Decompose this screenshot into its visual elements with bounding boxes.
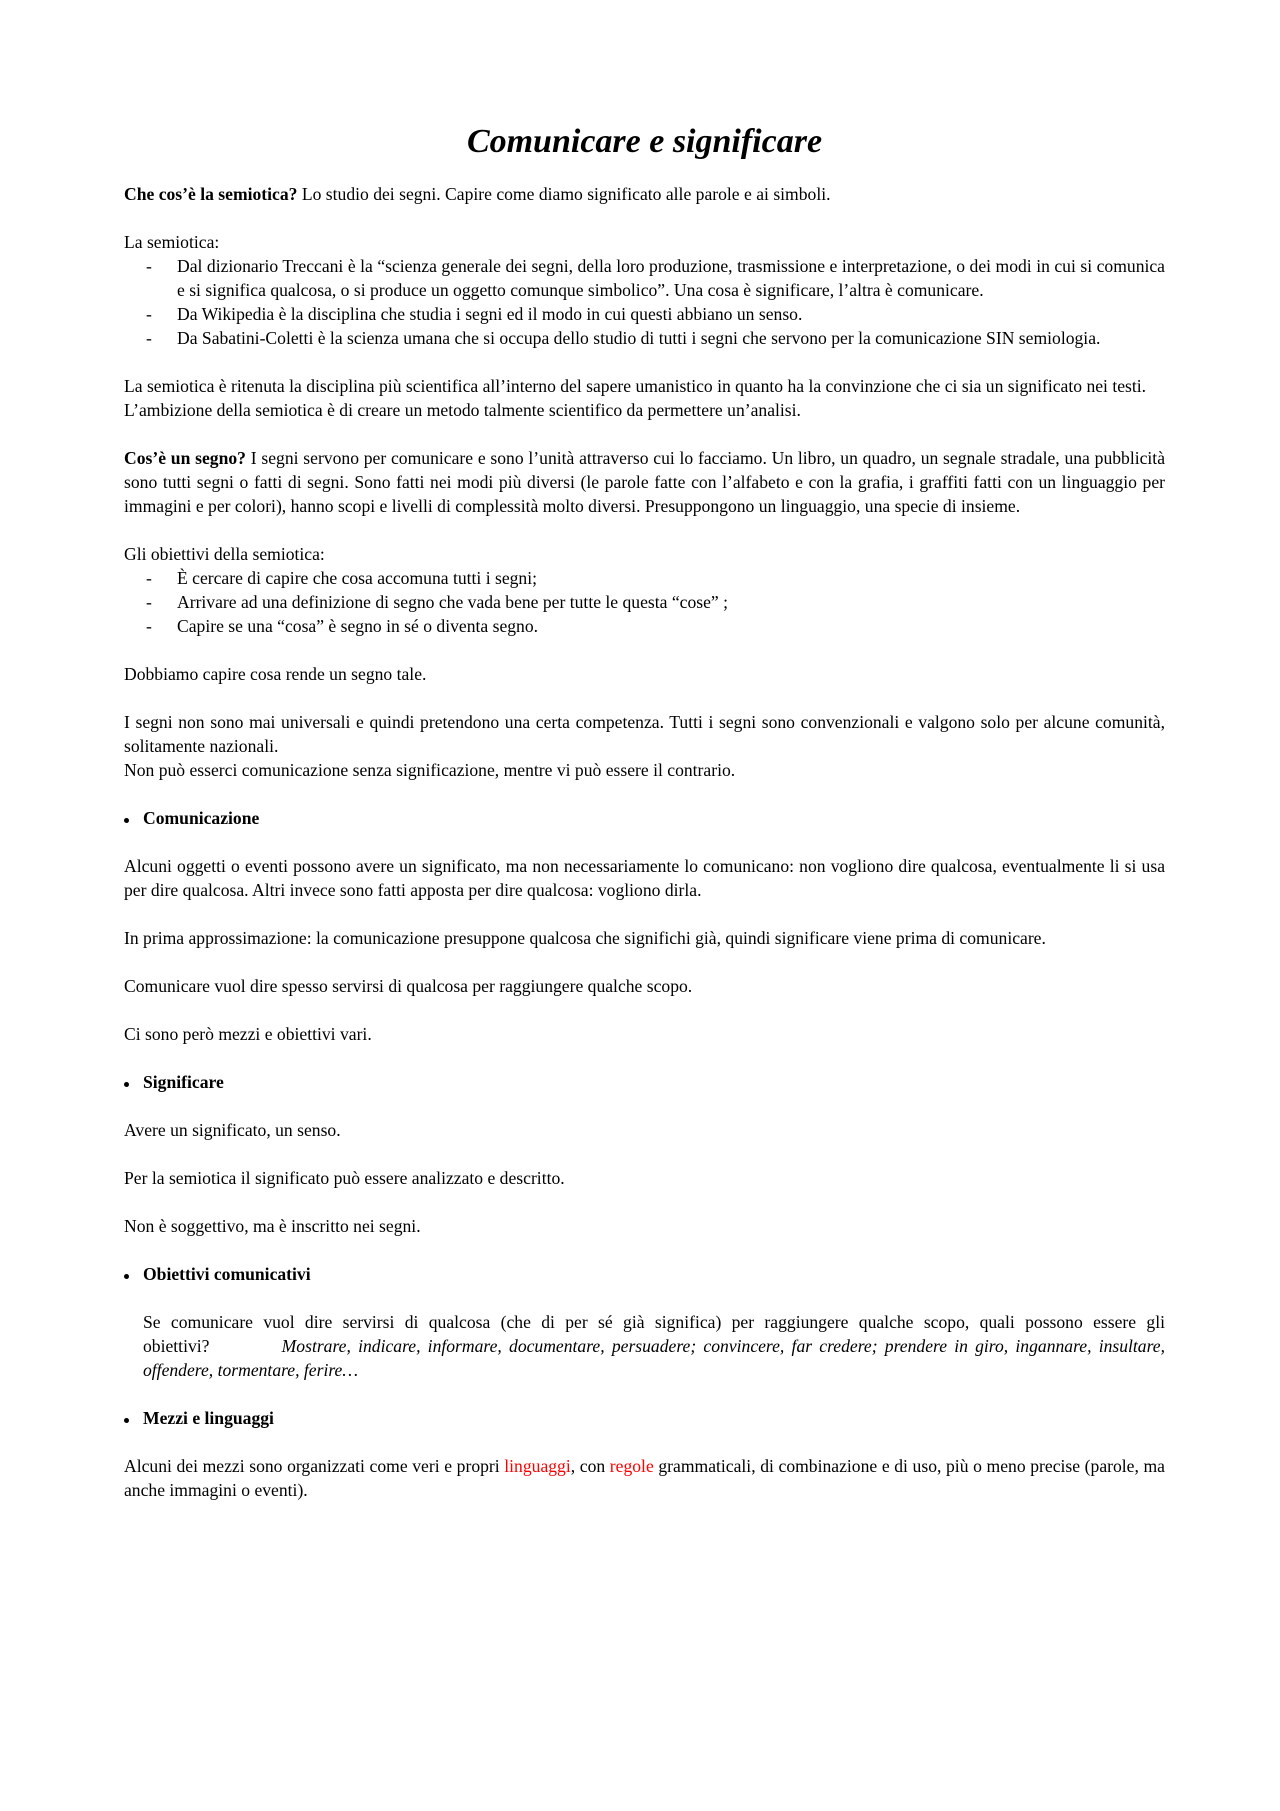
section-heading-obiettivi-comunicativi: Obiettivi comunicativi bbox=[124, 1262, 1165, 1286]
document-title: Comunicare e significare bbox=[466, 123, 823, 160]
segno-answer: I segni servono per comunicare e sono l’unità attraverso cui lo facciamo. Un libro, un quadro, un segnale stradale, una pubblicità sono tutti segni o fatti di segni. Sono fatti nei modi più diversi (le parole fatte con l’alfabeto e con la grafia, i graffiti fatti con un linguaggio per immagini e per colori), hanno scopi e livelli di complessità molto diversi. Presuppongono un linguaggio, una specie di insieme. bbox=[124, 448, 1165, 516]
paragraph-dobbiamo: Dobbiamo capire cosa rende un segno tale. bbox=[124, 664, 427, 684]
list-item: - Da Sabatini-Coletti è la scienza umana che si occupa dello studio di tutti i segni che servono per la comunicazione SIN semiologia. bbox=[146, 328, 1101, 348]
paragraph-ambizione: L’ambizione della semiotica è di creare un metodo talmente scientifico da permettere un’analisi. bbox=[124, 400, 801, 420]
comunicazione-paragraph-3: Comunicare vuol dire spesso servirsi di qualcosa per raggiungere qualche scopo. bbox=[124, 976, 693, 996]
obiettivi-label: Gli obiettivi della semiotica: bbox=[124, 544, 325, 564]
mezzi-paragraph: Alcuni dei mezzi sono organizzati come veri e propri linguaggi, con regole grammaticali, di combinazione e di uso, più o meno precise (parole, ma anche immagini o eventi). bbox=[124, 1456, 1165, 1500]
bullet-icon bbox=[124, 818, 129, 823]
paragraph-non-puo: Non può esserci comunicazione senza significazione, mentre vi può essere il contrario. bbox=[124, 760, 736, 780]
list-item: - Da Wikipedia è la disciplina che studia i segni ed il modo in cui questi abbiano un senso. bbox=[146, 304, 803, 324]
section-heading-mezzi-linguaggi: Mezzi e linguaggi bbox=[124, 1406, 1165, 1430]
intro-answer: Lo studio dei segni. Capire come diamo significato alle parole e ai simboli. bbox=[297, 184, 831, 204]
paragraph-scientifica: La semiotica è ritenuta la disciplina più scientifica all’interno del sapere umanistico in quanto ha la convinzione che ci sia un significato nei testi. bbox=[124, 376, 1147, 396]
list-item: - Capire se una “cosa” è segno in sé o diventa segno. bbox=[146, 616, 539, 636]
semiotica-definitions-list bbox=[124, 254, 1165, 350]
highlight-linguaggi: linguaggi bbox=[504, 1456, 571, 1476]
comunicazione-paragraph-2: In prima approssimazione: la comunicazione presuppone qualcosa che significhi già, quindi significare viene prima di comunicare. bbox=[124, 928, 1046, 948]
obiettivi-comunicativi-paragraph: Se comunicare vuol dire servirsi di qualcosa (che di per sé già significa) per raggiungere qualche scopo, quali possono essere gli obiettivi? Mostrare, indicare, informare, documentare, persuadere; convincere, far credere; prendere in giro, ingannare, insultare, offendere, tormentare, ferire… bbox=[143, 1312, 1166, 1380]
paragraph-universali: I segni non sono mai universali e quindi pretendono una certa competenza. Tutti i segni sono convenzionali e valgono solo per alcune comunità, solitamente nazionali. bbox=[124, 712, 1165, 756]
significare-paragraph-3: Non è soggettivo, ma è inscritto nei segni. bbox=[124, 1216, 421, 1236]
list-item: - È cercare di capire che cosa accomuna tutti i segni; bbox=[146, 568, 538, 588]
section-heading-comunicazione: Comunicazione bbox=[124, 806, 1165, 830]
highlight-regole: regole bbox=[609, 1456, 654, 1476]
list-item: - Dal dizionario Treccani è la “scienza generale dei segni, della loro produzione, trasmissione e interpretazione, o dei modi in cui si comunica e si significa qualcosa, o si produce un oggetto comunque simbolico”. Una cosa è significare, l’altra è comunicare. bbox=[146, 256, 1165, 300]
intro-paragraph bbox=[124, 182, 1165, 206]
segno-paragraph bbox=[124, 446, 1165, 518]
intro-question: Che cos’è la semiotica? bbox=[124, 184, 298, 204]
comunicazione-paragraph-4: Ci sono però mezzi e obiettivi vari. bbox=[124, 1024, 372, 1044]
bullet-icon bbox=[124, 1418, 129, 1423]
significare-paragraph-2: Per la semiotica il significato può essere analizzato e descritto. bbox=[124, 1168, 565, 1188]
bullet-icon bbox=[124, 1274, 129, 1279]
comunicazione-paragraph-1: Alcuni oggetti o eventi possono avere un significato, ma non necessariamente lo comunicano: non vogliono dire qualcosa, eventualmente li si usa per dire qualcosa. Altri invece sono fatti apposta per dire qualcosa: vogliono dirla. bbox=[124, 856, 1165, 900]
document-body bbox=[124, 118, 1165, 1502]
obiettivi-examples: Mostrare, indicare, informare, documentare, persuadere; convincere, far credere; prendere in giro, ingannare, insultare, offendere, tormentare, ferire… bbox=[143, 1336, 1166, 1380]
semiotica-label: La semiotica: bbox=[124, 232, 220, 252]
bullet-icon bbox=[124, 1082, 129, 1087]
significare-paragraph-1: Avere un significato, un senso. bbox=[124, 1120, 341, 1140]
section-heading-significare: Significare bbox=[124, 1070, 1165, 1094]
list-item: - Arrivare ad una definizione di segno che vada bene per tutte le questa “cose” ; bbox=[146, 592, 729, 612]
segno-question: Cos’è un segno? bbox=[124, 448, 246, 468]
obiettivi-list bbox=[124, 566, 1165, 638]
